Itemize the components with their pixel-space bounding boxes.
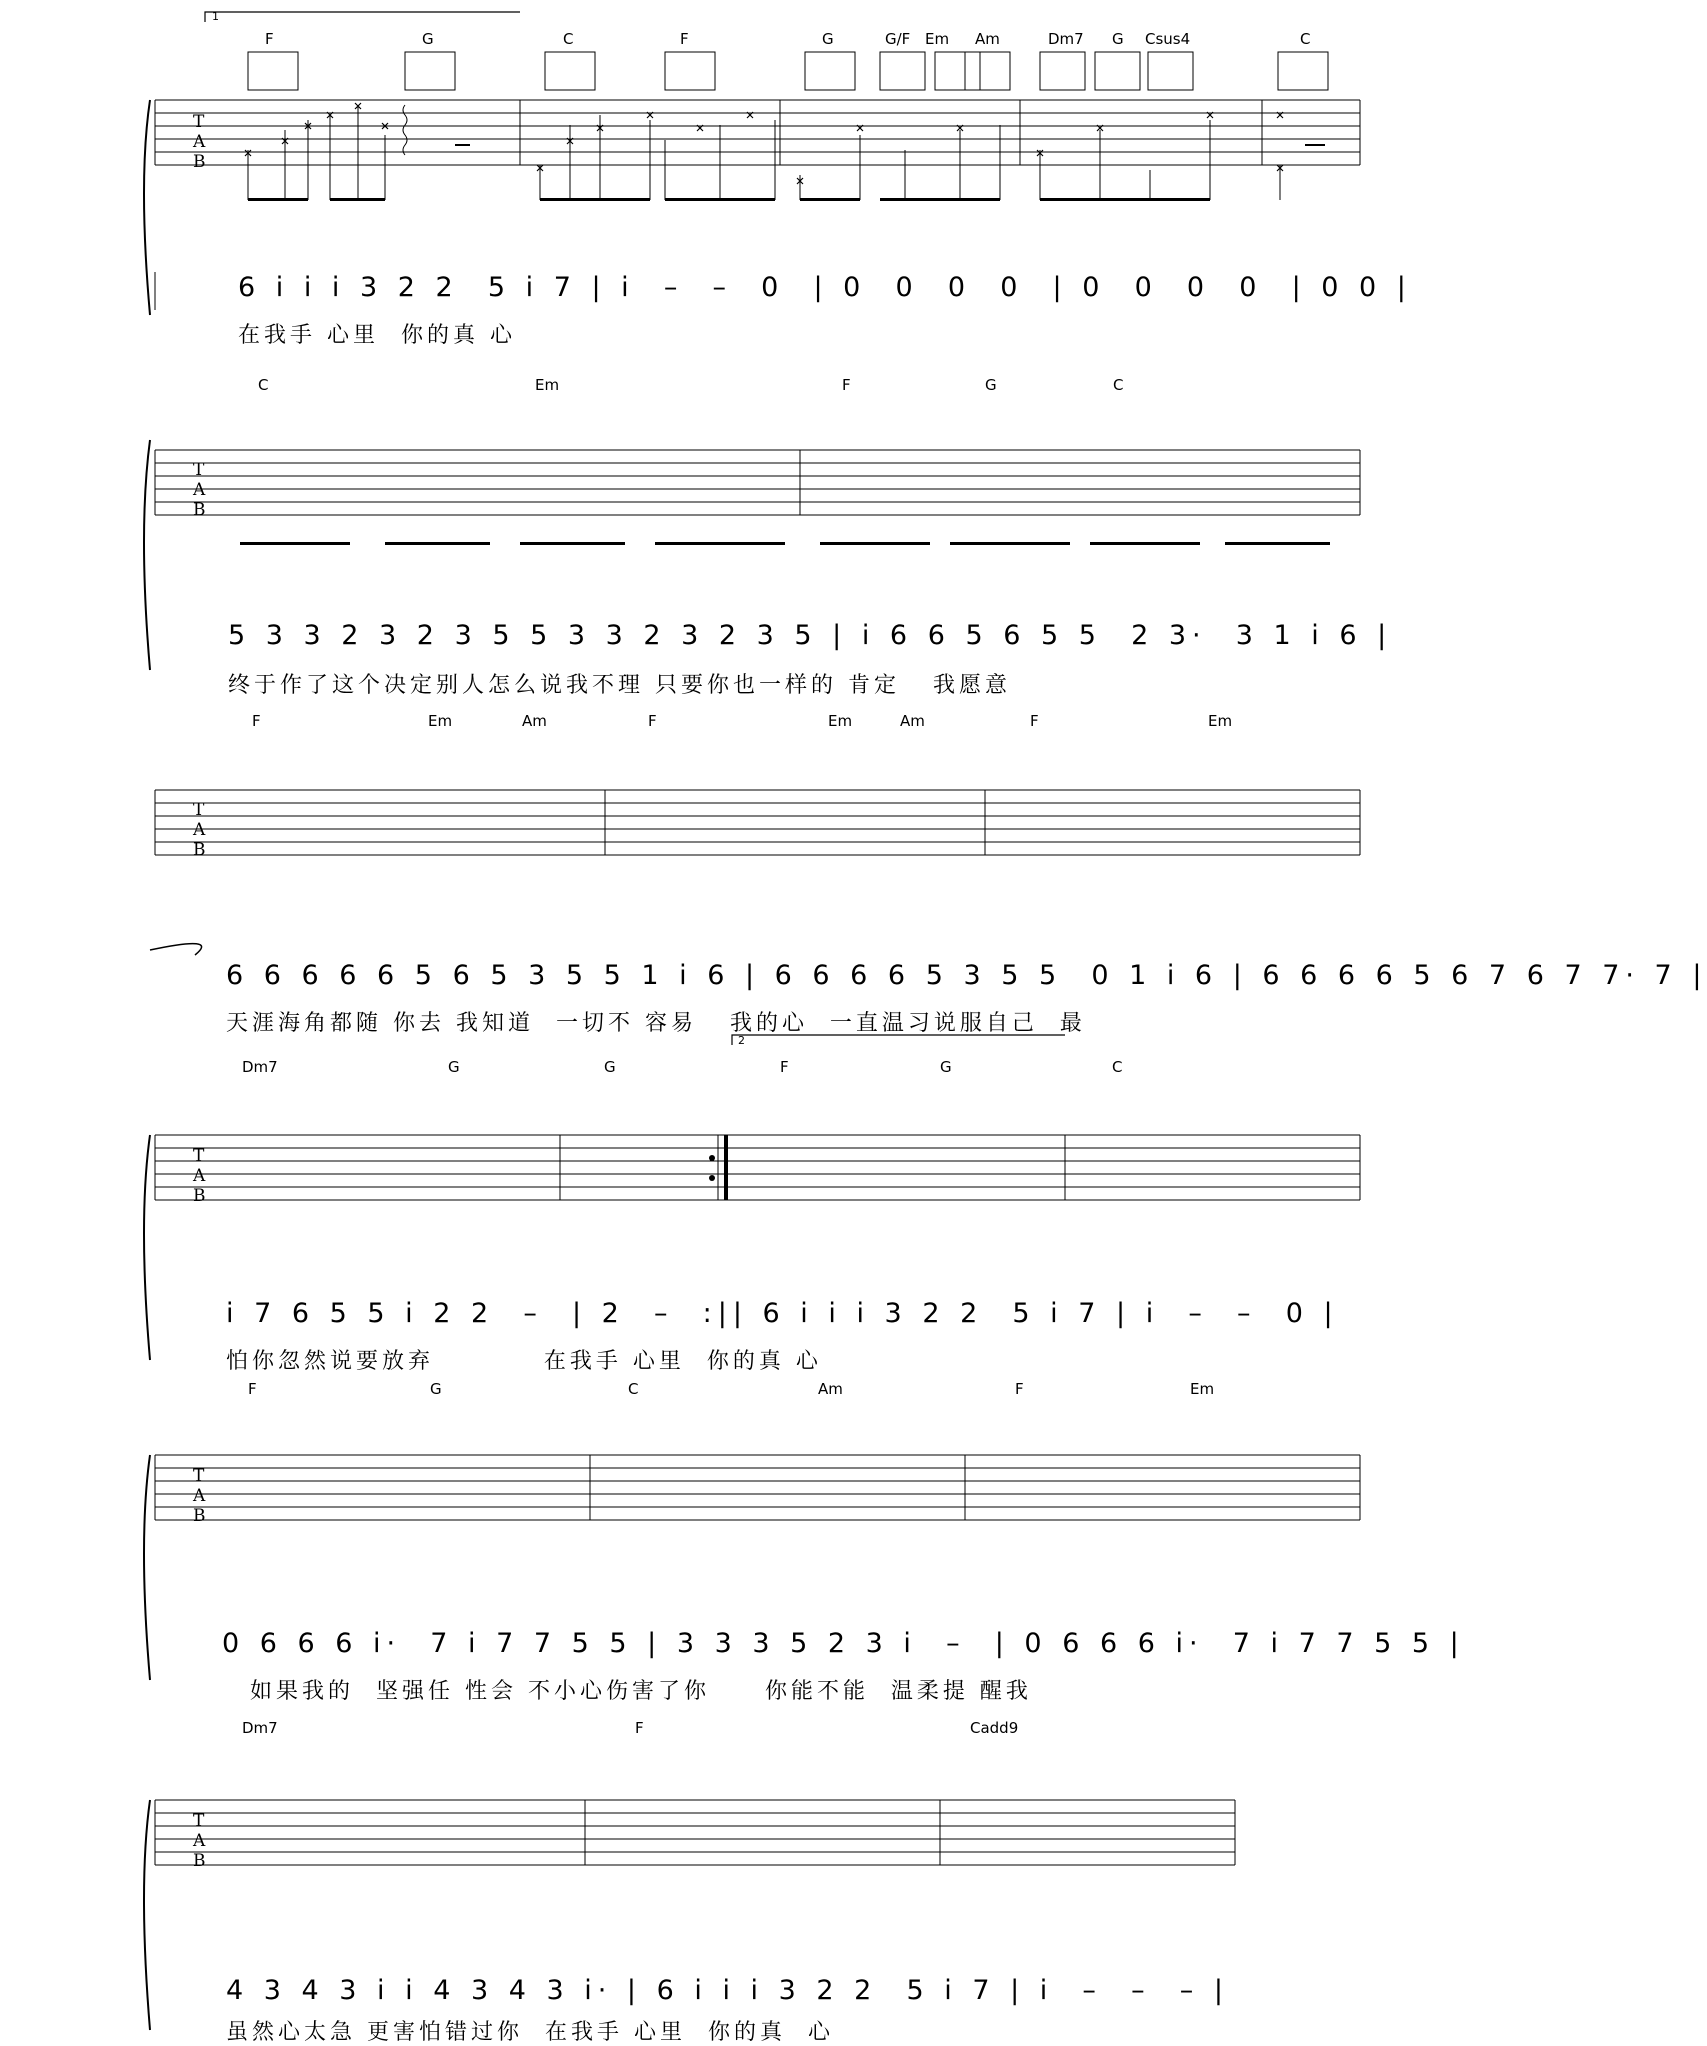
chord-name: C [1113, 376, 1124, 394]
chord-name: Em [535, 376, 560, 394]
chord-name: F [1015, 1380, 1024, 1398]
chord-name: G [1112, 30, 1124, 48]
chord-name: F [252, 712, 261, 730]
numbered-notation: 6 i i i 3 2 2 5 i 7 | i – – 0 | 0 0 0 0 | 0 0 0 0 | 0 0 | [238, 272, 1412, 303]
tab-clef: T A B [193, 1466, 206, 1526]
chord-name: Dm7 [242, 1058, 278, 1076]
lyrics: 如果我的 坚强任 性会 不小心伤害了你 你能不能 温柔提 醒我 [250, 1679, 1032, 1704]
chord-name: G [822, 30, 834, 48]
chord-name: Em [428, 712, 453, 730]
lyrics: 在我手 心里 你的真 心 [238, 323, 516, 348]
chord-name: G [448, 1058, 460, 1076]
chord-name: C [628, 1380, 639, 1398]
chord-name: F [1030, 712, 1039, 730]
chord-name: F [648, 712, 657, 730]
tab-clef: T A B [193, 1811, 206, 1871]
tab-clef: T A B [193, 460, 206, 520]
chord-name: Cadd9 [970, 1719, 1019, 1737]
chord-name: Am [900, 712, 925, 730]
chord-name: Am [522, 712, 547, 730]
lyrics: 天涯海角都随 你去 我知道 一切不 容易 我的心 一直温习说服自己 最 [226, 1011, 1086, 1036]
chord-name: G [604, 1058, 616, 1076]
chord-name: F [248, 1380, 257, 1398]
numbered-notation: 0 6 6 6 i· 7 i 7 7 5 5 | 3 3 3 5 2 3 i – | 0 6 6 6 i· 7 i 7 7 5 5 | [222, 1628, 1465, 1659]
chord-name: G [422, 30, 434, 48]
chord-name: Am [818, 1380, 843, 1398]
chord-name: F [842, 376, 851, 394]
chord-name: Dm7 [1048, 30, 1084, 48]
tab-clef: T A B [193, 112, 206, 172]
chord-name: Em [828, 712, 853, 730]
chord-name: Csus4 [1145, 30, 1191, 48]
lyrics: 终于作了这个决定别人怎么说我不理 只要你也一样的 肯定 我愿意 [228, 673, 1011, 698]
chord-name: F [780, 1058, 789, 1076]
chord-name: F [680, 30, 689, 48]
numbered-notation: 5 3 3 2 3 2 3 5 5 3 3 2 3 2 3 5 | i 6 6 5 6 5 5 2 3· 3 1 i 6 | [228, 620, 1393, 651]
chord-name: C [1300, 30, 1311, 48]
numbered-notation: i 7 6 5 5 i 2 2 – | 2 – :|| 6 i i i 3 2 2 5 i 7 | i – – 0 | [226, 1298, 1339, 1329]
chord-name: Am [975, 30, 1000, 48]
chord-name: Dm7 [242, 1719, 278, 1737]
chord-name: G [430, 1380, 442, 1398]
volta-2-label: 2 [738, 1034, 745, 1047]
volta-1-label: 1 [212, 10, 219, 23]
lyrics: 怕你忽然说要放弃 在我手 心里 你的真 心 [226, 1349, 822, 1374]
chord-name: G [985, 376, 997, 394]
numbered-notation: 6 6 6 6 6 5 6 5 3 5 5 1 i 6 | 6 6 6 6 5 3 5 5 0 1 i 6 | 6 6 6 6 5 6 7 6 7 7· 7 | [226, 960, 1707, 991]
chord-name: C [563, 30, 574, 48]
chord-name: G [940, 1058, 952, 1076]
chord-name: C [1112, 1058, 1123, 1076]
chord-diagrams [0, 44, 1500, 144]
chord-name: F [635, 1719, 644, 1737]
tab-clef: T A B [193, 800, 206, 860]
chord-name: Em [1190, 1380, 1215, 1398]
lyrics: 虽然心太急 更害怕错过你 在我手 心里 你的真 心 [226, 2020, 834, 2045]
chord-name: Em [925, 30, 950, 48]
chord-name: C [258, 376, 269, 394]
chord-name: F [265, 30, 274, 48]
numbered-notation: 4 3 4 3 i i 4 3 4 3 i· | 6 i i i 3 2 2 5 i 7 | i – – – | [226, 1975, 1229, 2006]
chord-name: Em [1208, 712, 1233, 730]
chord-name: G/F [885, 30, 911, 48]
tab-clef: T A B [193, 1146, 206, 1206]
